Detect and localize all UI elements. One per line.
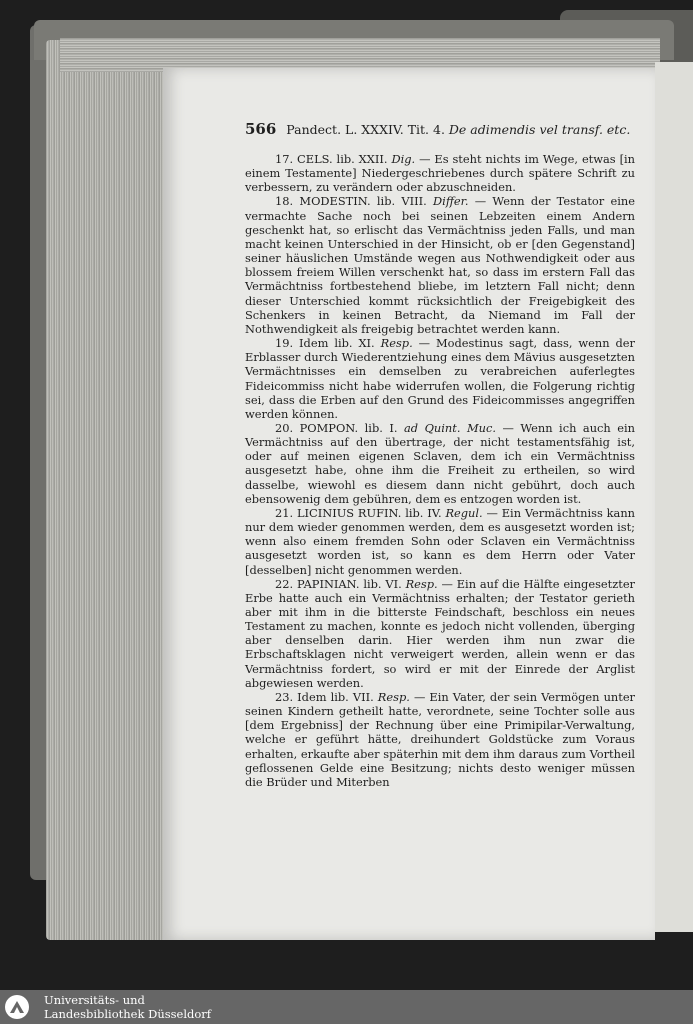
running-head-title: De adimendis vel transf. etc. (448, 122, 631, 137)
paragraph-ref: Resp. (380, 336, 413, 351)
paragraph-ref: Differ. (433, 194, 469, 209)
paragraph (245, 152, 635, 194)
paragraph-text: — Wenn der Testator eine vermachte Sache noch bei seinen Lebzeiten einem Andern geschenkt hat, so erlischt das Vermächtniss jeden Falls, und man macht keinen Unterschied in der Hinsicht, ob er [den Gegenstand] seiner häuslichen Umstände wegen aus Nothwendigkeit oder aus blossem freiem Willen verschenkt hat, so dass im erstern Fall das Vermächtniss fortbestehend bliebe, im letztern Fall nicht; denn dieser Unterschied kommt rücksichtlich der Freigebigkeit des Schenkers in keinen Betracht, da Niemand im Fall der Nothwendigkeit als freigebig betrachtet werden kann. (245, 194, 635, 336)
paragraph-ref: Dig. (391, 152, 416, 166)
paragraph-text: — Ein Vater, der sein Vermögen unter seinen Kindern getheilt hatte, verordnete, seine Tochter solle aus [dem Ergebniss] der Rechnung über eine Primipilar-Verwaltung, welche er geführt hätte, dreihundert Goldstücke zum Voraus erhalten, erkaufte aber späterhin mit dem ihm daraus zum Vortheil geflossenen Gelde eine Besitzung; nichts desto weniger müssen die Brüder und Miterben (245, 689, 636, 789)
footer-line-2: Landesbibliothek Düsseldorf (44, 1007, 212, 1021)
paragraph-text: — Ein Vermächtniss kann nur dem wieder genommen werden, dem es ausgesetzt worden ist; wenn also einem fremden Sohn oder Sclaven ein Vermächtniss ausgesetzt worden ist, so kann es dem Herrn oder Vater [desselben] nicht genommen werden. (245, 505, 635, 577)
paragraph (245, 690, 635, 789)
paragraph (245, 506, 635, 577)
paragraph-ref: ad Quint. Muc. (404, 420, 496, 435)
paragraph (245, 336, 635, 421)
page-edges-top (60, 38, 660, 72)
library-logo-icon (4, 994, 30, 1020)
paragraph-ref: Resp. (377, 689, 410, 704)
paragraph-lead: 17. CELS. lib. XXII. (275, 152, 388, 166)
paragraph (245, 194, 635, 336)
page-edges (46, 40, 176, 940)
paragraph-lead: 18. MODESTIN. lib. VIII. (275, 194, 427, 209)
page-number: 566 (245, 120, 277, 138)
paragraph-ref: Resp. (405, 576, 438, 591)
paragraph-text: — Ein auf die Hälfte eingesetzter Erbe hatte auch ein Vermächtniss erhalten; der Testator gerieth aber mit ihm in die bitterste Feindschaft, beschloss ein neues Testament zu machen, konnte es jedoch nicht vollenden, überging aber denselben darin. Hier werden ihm nun zwar die Erbschaftsklagen nicht verweigert werden, allein wenn er das Vermächtniss fordert, so wird er mit der Einrede der Arglist abgewiesen werden. (245, 576, 635, 690)
facing-page (655, 62, 693, 932)
paragraph-text: — Es steht nichts im Wege, etwas [in einem Testamente] Niedergeschriebenes durch spätere Schrift zu verbessern, zu verändern oder abzuschneiden. (245, 152, 635, 195)
library-footer (0, 990, 693, 1024)
paragraph-lead: 21. LICINIUS RUFIN. lib. IV. (275, 505, 442, 520)
paragraph (245, 421, 635, 506)
body-text (245, 152, 635, 789)
paragraph-lead: 22. PAPINIAN. lib. VI. (275, 576, 402, 591)
paragraph-text: — Modestinus sagt, dass, wenn der Erblasser durch Wiederentziehung eines dem Mävius ausgesetzten Vermächtnisses ein demselben zu verabreichen auferlegtes Fideicommiss nicht habe widerrufen wollen, die Folgerung richtig sei, dass die Erben auf den Grund des Fideicommisses angegriffen werden können. (245, 336, 635, 421)
paragraph-lead: 20. POMPON. lib. I. (275, 420, 398, 435)
running-head (245, 120, 640, 140)
paragraph-lead: 23. Idem lib. VII. (275, 689, 374, 704)
paragraph-ref: Regul. (445, 505, 483, 520)
running-head-pre: Pandect. L. XXXIV. Tit. 4. (286, 122, 445, 137)
paragraph-text: — Wenn ich auch ein Vermächtniss auf den übertrage, der nicht testamentsfähig ist, oder auf meinen eigenen Sclaven, dem ich ein Vermächtniss ausgesetzt habe, ohne ihm die Freiheit zu ertheilen, so wird dasselbe, wiewohl es diesem dann nicht gebührt, doch auch ebensowenig dem gebühren, dem es entzogen worden ist. (245, 420, 635, 506)
footer-line-1: Universitäts- und (44, 993, 145, 1007)
paragraph (245, 577, 635, 690)
paragraph-lead: 19. Idem lib. XI. (275, 336, 375, 351)
